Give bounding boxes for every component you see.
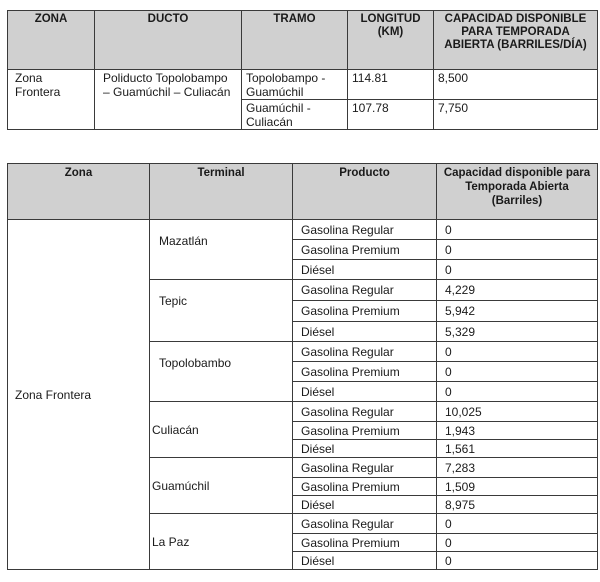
zona-cell: Zona Frontera — [8, 220, 150, 570]
header-producto: Producto — [293, 164, 437, 220]
terminal-cell: Mazatlán — [150, 220, 293, 280]
pipeline-capacity-table — [7, 10, 598, 130]
capacidad-cell: 0 — [437, 240, 598, 260]
capacidad-cell: 0 — [437, 514, 598, 534]
capacidad-cell: 5,942 — [437, 301, 598, 322]
capacidad-cell: 0 — [437, 534, 598, 552]
capacidad-cell: 1,561 — [437, 440, 598, 458]
producto-cell: Diésel — [293, 496, 437, 514]
producto-cell: Gasolina Regular — [293, 514, 437, 534]
producto-cell: Diésel — [293, 552, 437, 570]
capacidad-cell: 7,283 — [437, 458, 598, 478]
capacidad-cell: 8,500 — [434, 70, 598, 100]
producto-cell: Gasolina Regular — [293, 220, 437, 240]
header-zona: ZONA — [8, 11, 95, 70]
table-header-row — [8, 164, 598, 220]
capacidad-cell: 0 — [437, 342, 598, 362]
producto-cell: Diésel — [293, 382, 437, 402]
capacidad-cell: 8,975 — [437, 496, 598, 514]
producto-cell: Diésel — [293, 322, 437, 342]
producto-cell: Gasolina Premium — [293, 240, 437, 260]
producto-cell: Gasolina Regular — [293, 280, 437, 301]
capacidad-cell: 7,750 — [434, 100, 598, 130]
tramo-cell: Guamúchil - Culiacán — [242, 100, 348, 130]
producto-cell: Gasolina Regular — [293, 342, 437, 362]
zona-cell: Zona Frontera — [8, 70, 95, 130]
terminal-cell: Topolobambo — [150, 342, 293, 402]
capacidad-cell: 5,329 — [437, 322, 598, 342]
producto-cell: Gasolina Premium — [293, 422, 437, 440]
header-zona: Zona — [8, 164, 150, 220]
capacidad-cell: 0 — [437, 220, 598, 240]
capacidad-cell: 0 — [437, 260, 598, 280]
header-capacidad: CAPACIDAD DISPONIBLE PARA TEMPORADA ABIERTA (BARRILES/DÍA) — [434, 11, 598, 70]
table-row — [8, 70, 598, 100]
longitud-cell: 114.81 — [348, 70, 434, 100]
tramo-cell: Topolobampo - Guamúchil — [242, 70, 348, 100]
terminal-cell: La Paz — [150, 514, 293, 570]
producto-cell: Gasolina Regular — [293, 458, 437, 478]
terminal-cell: Culiacán — [150, 402, 293, 458]
terminal-cell: Tepic — [150, 280, 293, 342]
producto-cell: Diésel — [293, 440, 437, 458]
header-tramo: TRAMO — [242, 11, 348, 70]
capacidad-cell: 0 — [437, 382, 598, 402]
capacidad-cell: 1,509 — [437, 478, 598, 496]
producto-cell: Diésel — [293, 260, 437, 280]
capacidad-cell: 10,025 — [437, 402, 598, 422]
header-capacidad: Capacidad disponible para Temporada Abierta (Barriles) — [437, 164, 598, 220]
producto-cell: Gasolina Regular — [293, 402, 437, 422]
header-ducto: DUCTO — [95, 11, 242, 70]
table-row — [8, 220, 598, 240]
capacidad-cell: 4,229 — [437, 280, 598, 301]
header-longitud: LONGITUD (KM) — [348, 11, 434, 70]
producto-cell: Gasolina Premium — [293, 478, 437, 496]
producto-cell: Gasolina Premium — [293, 301, 437, 322]
capacidad-cell: 0 — [437, 362, 598, 382]
table-header-row — [8, 11, 598, 70]
longitud-cell: 107.78 — [348, 100, 434, 130]
capacidad-cell: 1,943 — [437, 422, 598, 440]
header-terminal: Terminal — [150, 164, 293, 220]
producto-cell: Gasolina Premium — [293, 534, 437, 552]
capacidad-cell: 0 — [437, 552, 598, 570]
terminal-cell: Guamúchil — [150, 458, 293, 514]
producto-cell: Gasolina Premium — [293, 362, 437, 382]
ducto-cell: Poliducto Topolobampo – Guamúchil – Culiacán — [95, 70, 242, 130]
terminal-capacity-table — [7, 163, 598, 570]
